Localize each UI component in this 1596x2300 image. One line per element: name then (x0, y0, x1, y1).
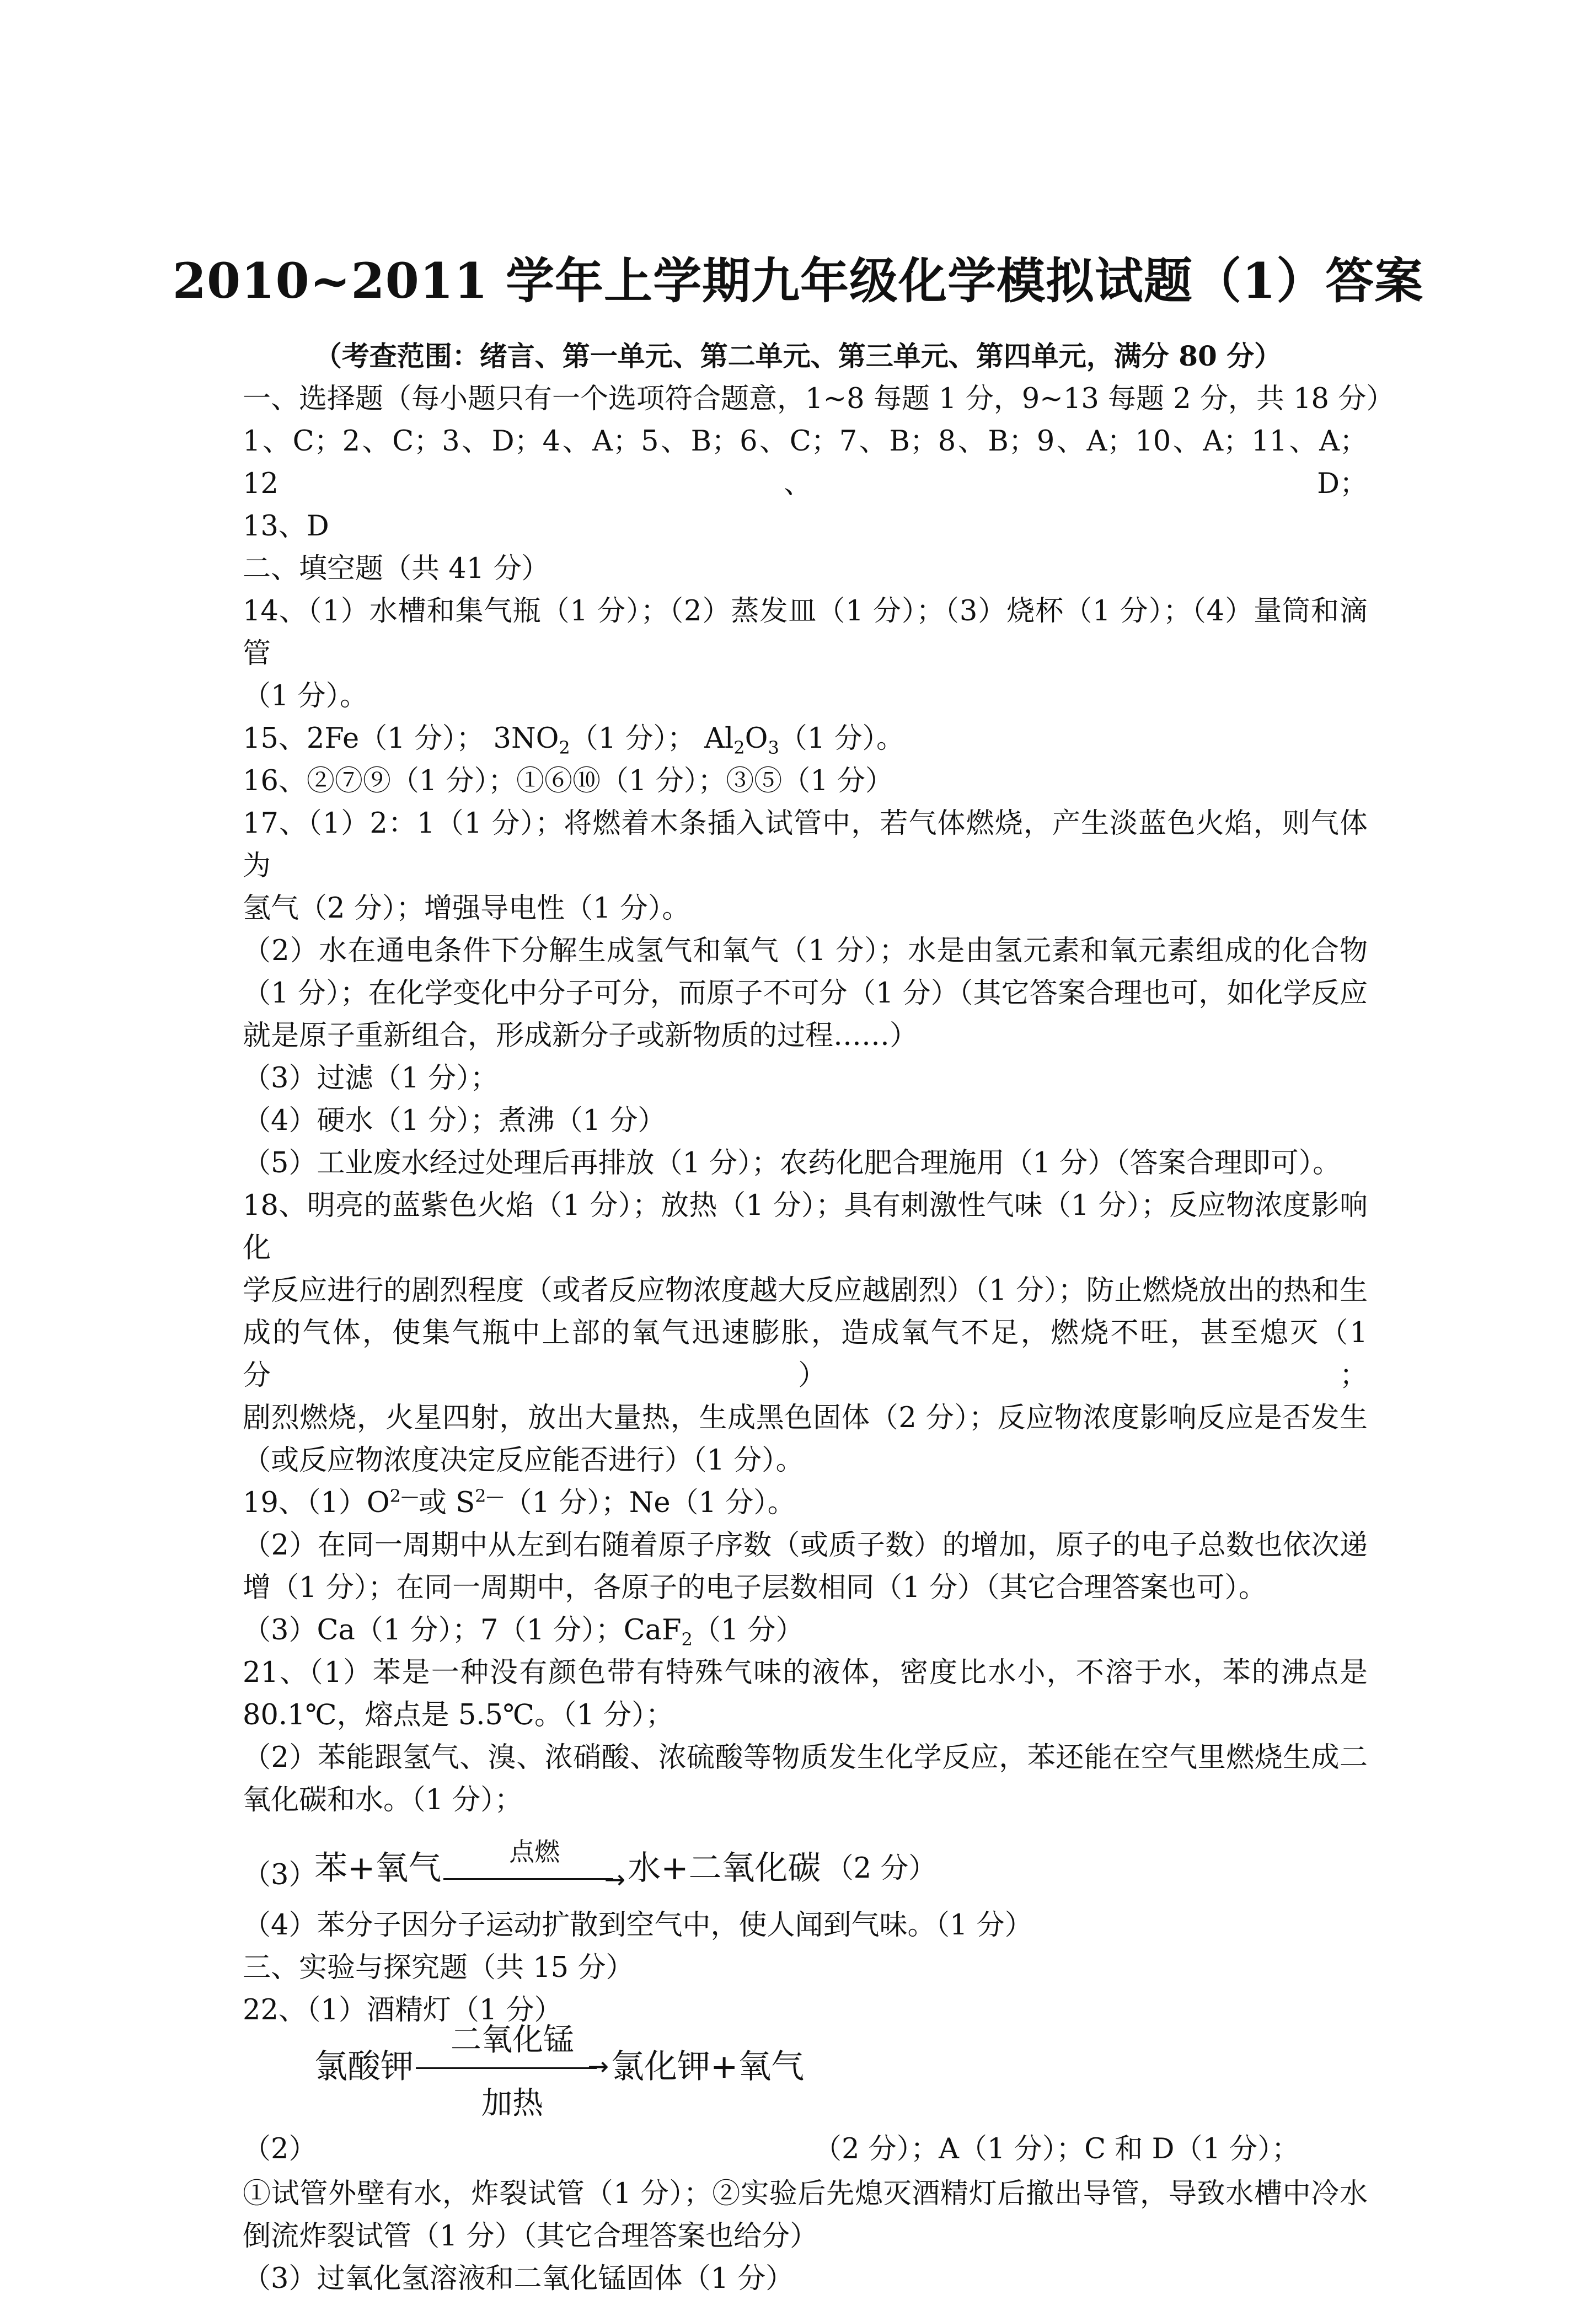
potassium-chlorate-equation (243, 2022, 1368, 2173)
answer-17-line-2: 氢气（2 分）；增强导电性（1 分）。 (243, 892, 690, 925)
answer-17-line-5: 就是原子重新组合，形成新分子或新物质的过程……） (243, 1020, 918, 1052)
answer-18-line-3: 成的气体，使集气瓶中上部的氧气迅速膨胀，造成氧气不足，燃烧不旺，甚至熄灭（1 分）； (243, 1317, 1368, 1392)
mc-answers-line-1: 1、C；2、C；3、D；4、A；5、B；6、C；7、B；8、B；9、A；10、A；11、A；12、D； (243, 425, 1368, 500)
answer-19-1: 19、$(1)O^{2—}$或 $S^{2—}(1$ 分）；Ne（1 分）。 (243, 1486, 796, 1519)
answer-21-line-1: 21、（1）苯是一种没有颜色带有特殊气味的液体，密度比水小，不溶于水，苯的沸点是 (243, 1656, 1368, 1689)
answer-16: 16、②⑦⑨（1 分）；①⑥⑩（1 分）；③⑤（1 分） (243, 765, 893, 797)
equation-lead: （3） (243, 1859, 317, 1891)
products: 氯化钾+氧气 (611, 2047, 805, 2086)
answer-22-2-scores: （2 分）；A（1 分）；C 和 D（1 分）； (813, 2133, 1300, 2165)
answer-14-line-2: （1 分）。 (243, 680, 368, 712)
answer-17-line-3: （2）水在通电条件下分解生成氢气和氧气（1 分）；水是由氢元素和氧元素组成的化合物 (243, 935, 1368, 967)
section-3-heading: 三、实验与探究题（共 15 分） (243, 1951, 634, 1984)
equation-score: （2 分） (825, 1852, 937, 1885)
equation-lead: （2） (243, 2133, 317, 2165)
section-2-heading: 二、填空题（共 41 分） (243, 553, 550, 585)
answer-18-line-2: 学反应进行的剧烈程度（或者反应物浓度越大反应越剧烈）（1 分）；防止燃烧放出的热和生 (243, 1274, 1368, 1307)
reaction-arrow (416, 2022, 609, 2121)
answer-19-3: （3）Ca（1 分）；7（1 分）；CaF$_2$（1 分） (243, 1614, 804, 1650)
answer-body (243, 378, 1395, 2300)
benzene-combustion-equation (243, 1829, 1368, 1901)
answer-17-line-1: 17、（1）2：1（1 分）；将燃着木条插入试管中，若气体燃烧，产生淡蓝色火焰，则气体为 (243, 807, 1368, 882)
reaction-condition: 点燃 (509, 1837, 560, 1867)
products: 水+二氧化碳 (628, 1849, 821, 1888)
answer-15: 15、2Fe（1 分）； $3NO_2(1$ 分）； $Al_2O_3(1$ 分）。 (243, 722, 904, 759)
exam-scope: （考查范围：绪言、第一单元、第二单元、第三单元、第四单元，满分 80 分） (314, 340, 1282, 372)
answer-21-line-2: 80.1℃，熔点是 5.5℃。（1 分）； (243, 1699, 674, 1731)
equation-formula (314, 1837, 937, 1894)
section-1-heading: 一、选择题（每小题只有一个选项符合题意，1~8 每题 1 分，9~13 每题 2 分，共 18 分） (243, 383, 1395, 415)
answer-17-line-7: （4）硬水（1 分）；煮沸（1 分） (243, 1105, 666, 1137)
answer-22-3: （3）过氧化氢溶液和二氧化锰固体（1 分） (243, 2263, 794, 2295)
answer-19-2-line-2: 增（1 分）；在同一周期中，各原子的电子层数相同（1 分）（其它合理答案也可）。 (243, 1572, 1267, 1604)
answer-17-line-4: （1 分）；在化学变化中分子可分，而原子不可分（1 分）（其它答案合理也可，如化学反应 (243, 977, 1368, 1010)
answer-14-line-1: 14、（1）水槽和集气瓶（1 分）；（2）蒸发皿（1 分）；（3）烧杯（1 分）；（4）量筒和滴管 (243, 595, 1368, 670)
answer-18-line-5: （或反应物浓度决定反应能否进行）（1 分）。 (243, 1444, 804, 1477)
arrow-head-icon: → (587, 2051, 609, 2081)
mc-answers-line-2: 13、D (243, 510, 329, 543)
answer-22-2-line-1: ①试管外壁有水，炸裂试管（1 分）；②实验后先熄灭酒精灯后撤出导管，导致水槽中冷水 (243, 2178, 1368, 2210)
answer-17-line-6: （3）过滤（1 分）； (243, 1062, 499, 1095)
answer-21-line-4: 氧化碳和水。（1 分）； (243, 1784, 523, 1816)
answer-18-line-4: 剧烈燃烧，火星四射，放出大量热，生成黑色固体（2 分）；反应物浓度影响反应是否发生 (243, 1402, 1368, 1434)
answer-19-2-line-1: （2）在同一周期中从左到右随着原子序数（或质子数）的增加，原子的电子总数也依次递 (243, 1529, 1368, 1562)
equation-formula (314, 2022, 805, 2121)
reactants: 氯酸钾 (314, 2047, 414, 2086)
answer-21-line-3: （2）苯能跟氢气、溴、浓硝酸、浓硫酸等物质发生化学反应，苯还能在空气里燃烧生成二 (243, 1741, 1368, 1774)
arrow-bar (416, 2067, 597, 2069)
answer-22-1: 22、（1）酒精灯（1 分） (243, 1994, 563, 2026)
arrow-bar (443, 1878, 613, 1880)
reaction-arrow (443, 1837, 626, 1894)
answer-17-line-8: （5）工业废水经过处理后再排放（1 分）；农药化肥合理施用（1 分）（答案合理即可）。 (243, 1147, 1341, 1180)
arrow-head-icon: → (604, 1864, 626, 1894)
page-title: 2010~2011 学年上学期九年级化学模拟试题（1）答案 (172, 252, 1424, 309)
reactants: 苯+氧气 (314, 1849, 442, 1888)
answer-18-line-1: 18、明亮的蓝紫色火焰（1 分）；放热（1 分）；具有刺激性气味（1 分）；反应物浓度影响化 (243, 1189, 1368, 1264)
heating-label: 加热 (481, 2085, 543, 2121)
answer-21-4: （4）苯分子因分子运动扩散到空气中，使人闻到气味。（1 分） (243, 1909, 1033, 1942)
answer-22-2-line-2: 倒流炸裂试管（1 分）（其它合理答案也给分） (243, 2220, 818, 2253)
catalyst-label: 二氧化锰 (451, 2022, 574, 2058)
